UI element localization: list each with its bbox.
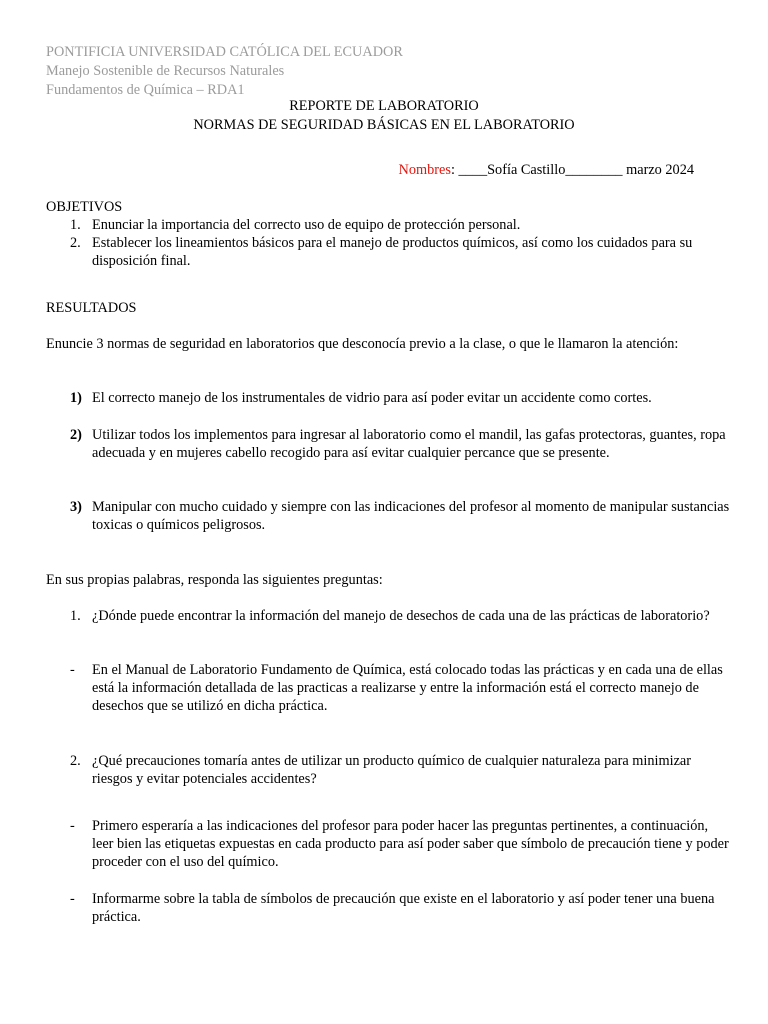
results-heading: RESULTADOS <box>46 300 137 316</box>
result-number: 1) <box>70 390 82 406</box>
program-name: Manejo Sostenible de Recursos Naturales <box>46 63 285 79</box>
objective-number: 1. <box>70 217 81 233</box>
result-item <box>70 389 730 407</box>
question-text: ¿Qué precauciones tomaría antes de utilizar un producto químico de cualquier naturaleza para minimizar riesgos y evitar potenciales accidentes? <box>92 753 692 787</box>
answer-item <box>70 817 730 871</box>
answer-item <box>70 661 730 715</box>
objective-number: 2. <box>70 235 81 251</box>
document-header <box>46 43 403 100</box>
student-name-line <box>399 161 694 179</box>
result-item <box>70 426 730 462</box>
answer-item <box>70 890 730 926</box>
objective-item <box>70 234 730 270</box>
question-item <box>70 752 730 788</box>
questions-intro: En sus propias palabras, responda las siguientes preguntas: <box>46 572 383 588</box>
university-name: PONTIFICIA UNIVERSIDAD CATÓLICA DEL ECUADOR <box>46 44 403 60</box>
result-number: 3) <box>70 499 82 515</box>
names-value: : ____Sofía Castillo________ marzo 2024 <box>450 162 694 178</box>
answer-dash: - <box>70 818 75 834</box>
question-number: 2. <box>70 753 81 769</box>
course-name: Fundamentos de Química – RDA1 <box>46 82 245 98</box>
answer-text: Informarme sobre la tabla de símbolos de precaución que existe en el laboratorio y así poder tener una buena práctica. <box>92 891 715 925</box>
objective-item <box>70 216 730 234</box>
results-prompt: Enuncie 3 normas de seguridad en laboratorios que desconocía previo a la clase, o que le llamaron la atención: <box>46 336 679 352</box>
objective-text: Establecer los lineamientos básicos para el manejo de productos químicos, así como los cuidados para su disposición final. <box>92 235 693 269</box>
result-text: Manipular con mucho cuidado y siempre con las indicaciones del profesor al momento de manipular sustancias toxicas o químicos peligrosos. <box>92 499 730 533</box>
objectives-heading: OBJETIVOS <box>46 199 123 215</box>
result-number: 2) <box>70 427 82 443</box>
result-text: Utilizar todos los implementos para ingresar al laboratorio como el mandil, las gafas protectoras, guantes, ropa adecuada y en mujeres cabello recogido para así evitar cualquier percance que se presente. <box>92 427 726 461</box>
names-label: Nombres <box>398 162 451 178</box>
question-text: ¿Dónde puede encontrar la información del manejo de desechos de cada una de las prácticas de laboratorio? <box>92 608 710 624</box>
question-item <box>70 607 730 625</box>
question-number: 1. <box>70 608 81 624</box>
answer-dash: - <box>70 891 75 907</box>
answer-text: Primero esperaría a las indicaciones del profesor para poder hacer las preguntas pertinentes, a continuación, leer bien las etiquetas expuestas en cada producto para así poder saber que símbolo de precaución tiene y poder proceder con el uso del químico. <box>92 818 729 870</box>
result-item <box>70 498 730 534</box>
objective-text: Enunciar la importancia del correcto uso de equipo de protección personal. <box>92 217 521 233</box>
answer-text: En el Manual de Laboratorio Fundamento de Química, está colocado todas las prácticas y en cada una de ellas está la información detallada de las practicas a realizarse y entre la información está el correcto manejo de desechos que se utilizó en dicha práctica. <box>92 662 723 714</box>
answer-dash: - <box>70 662 75 678</box>
result-text: El correcto manejo de los instrumentales de vidrio para así poder evitar un accidente como cortes. <box>92 390 652 406</box>
report-subtitle: NORMAS DE SEGURIDAD BÁSICAS EN EL LABORATORIO <box>193 117 575 133</box>
report-title: REPORTE DE LABORATORIO <box>289 98 479 114</box>
